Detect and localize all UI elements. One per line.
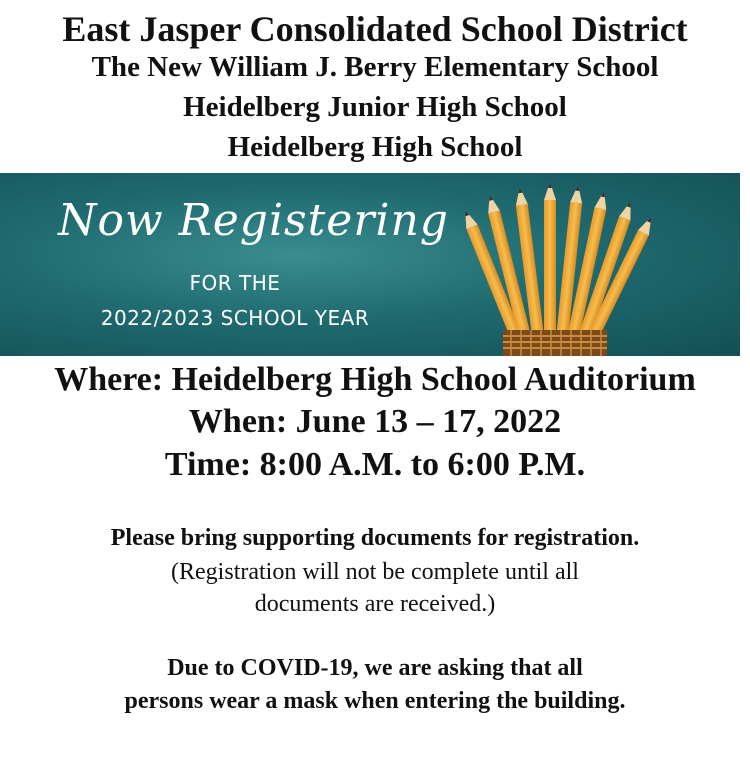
event-dates: When: June 13 – 17, 2022 <box>188 403 562 440</box>
covid-notice-line2: persons wear a mask when entering the building. <box>124 688 626 714</box>
district-title: East Jasper Consolidated School District <box>62 9 688 49</box>
documents-note-line1: (Registration will not be complete until all <box>171 559 579 585</box>
documents-heading: Please bring supporting documents for registration. <box>110 525 640 551</box>
school-name-junior-high: Heidelberg Junior High School <box>183 91 567 123</box>
event-hours: Time: 8:00 A.M. to 6:00 P.M. <box>164 446 586 483</box>
pencil-cup-icon <box>455 178 655 356</box>
cup-shape <box>503 330 607 356</box>
registration-banner <box>0 173 740 356</box>
school-name-high: Heidelberg High School <box>227 131 523 163</box>
pencils-group <box>460 182 655 336</box>
covid-notice-line1: Due to COVID-19, we are asking that all <box>167 655 583 681</box>
banner-subtitle-line1: FOR THE <box>189 271 281 295</box>
school-name-elementary: The New William J. Berry Elementary School <box>91 51 659 83</box>
banner-title: Now Registering <box>58 195 449 246</box>
event-location: Where: Heidelberg High School Auditorium <box>54 361 696 398</box>
documents-note-line2: documents are received.) <box>254 591 496 617</box>
banner-subtitle-line2: 2022/2023 SCHOOL YEAR <box>100 306 370 330</box>
header <box>0 0 750 167</box>
